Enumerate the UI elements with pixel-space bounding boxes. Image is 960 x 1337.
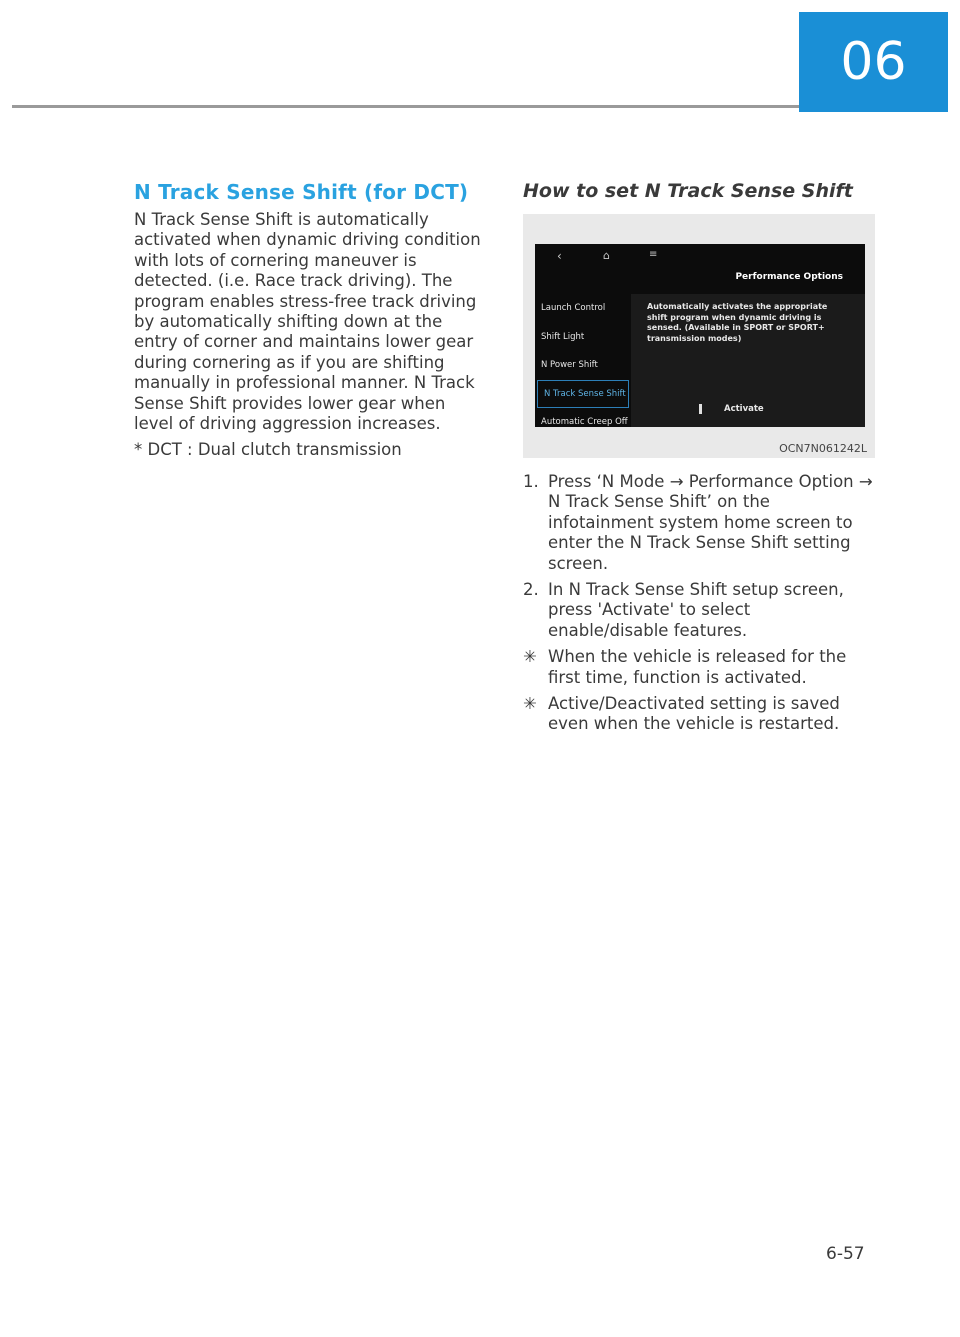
home-icon: ⌂	[603, 249, 610, 262]
note-item	[523, 694, 875, 735]
step-item	[523, 472, 875, 574]
section-body: N Track Sense Shift is automatically activated when dynamic driving condition with lots of cornering maneuver is detected. (i.e. Race track driving). The program enables stress-free track driving by automatically shifting down at the entry of corner and maintains lower gear during cornering as if you are shifting manually in professional manner. N Track Sense Shift provides lower gear when level of driving aggression increases.	[134, 210, 481, 434]
section-title: N Track Sense Shift (for DCT)	[134, 180, 469, 204]
step-number: 2.	[523, 580, 539, 600]
back-icon: ‹	[557, 249, 562, 263]
content-description: Automatically activates the appropriate shift program when dynamic driving is sensed. (Available in SPORT or SPORT+ transmission modes)	[647, 302, 828, 343]
activate-row[interactable]	[699, 404, 764, 414]
screen-menu	[535, 294, 653, 427]
note-text: Active/Deactivated setting is saved even when the vehicle is restarted.	[548, 694, 840, 734]
note-text: When the vehicle is released for the first time, function is activated.	[548, 647, 847, 687]
infotainment-figure	[523, 214, 875, 458]
footnote: * DCT : Dual clutch transmission	[134, 440, 402, 460]
menu-item-n-track-sense-shift[interactable]: N Track Sense Shift	[537, 380, 629, 409]
toggle-icon	[699, 404, 702, 414]
content-panel	[631, 294, 865, 427]
menu-icon: ≡	[649, 249, 658, 260]
step-number: 1.	[523, 472, 539, 491]
asterisk-icon: ✳	[523, 694, 537, 714]
menu-item-n-power-shift[interactable]: N Power Shift	[541, 360, 598, 371]
screen-topbar	[535, 244, 865, 270]
header-rule	[12, 105, 799, 108]
figure-code: OCN7N061242L	[779, 442, 867, 455]
menu-item-shift-light[interactable]: Shift Light	[541, 331, 585, 342]
infotainment-screen	[535, 244, 865, 427]
screen-title: Performance Options	[735, 272, 843, 282]
page-number: 6-57	[826, 1244, 865, 1264]
asterisk-icon: ✳	[523, 647, 537, 667]
steps-list	[523, 472, 875, 735]
step-text: Press ‘N Mode → Performance Option → N Track Sense Shift’ on the infotainment system home screen to enter the N Track Sense Shift setting screen.	[548, 472, 873, 573]
menu-item-automatic-creep-off[interactable]: Automatic Creep Off	[541, 417, 628, 427]
step-item	[523, 580, 875, 641]
note-item	[523, 647, 875, 688]
right-column	[523, 180, 875, 741]
chapter-tab	[799, 12, 948, 112]
menu-item-launch-control[interactable]: Launch Control	[541, 303, 606, 314]
activate-label: Activate	[724, 404, 764, 414]
step-text: In N Track Sense Shift setup screen, press 'Activate' to select enable/disable features.	[548, 580, 844, 640]
left-column	[134, 180, 486, 461]
chapter-number: 06	[840, 32, 907, 92]
howto-title: How to set N Track Sense Shift	[523, 180, 853, 202]
